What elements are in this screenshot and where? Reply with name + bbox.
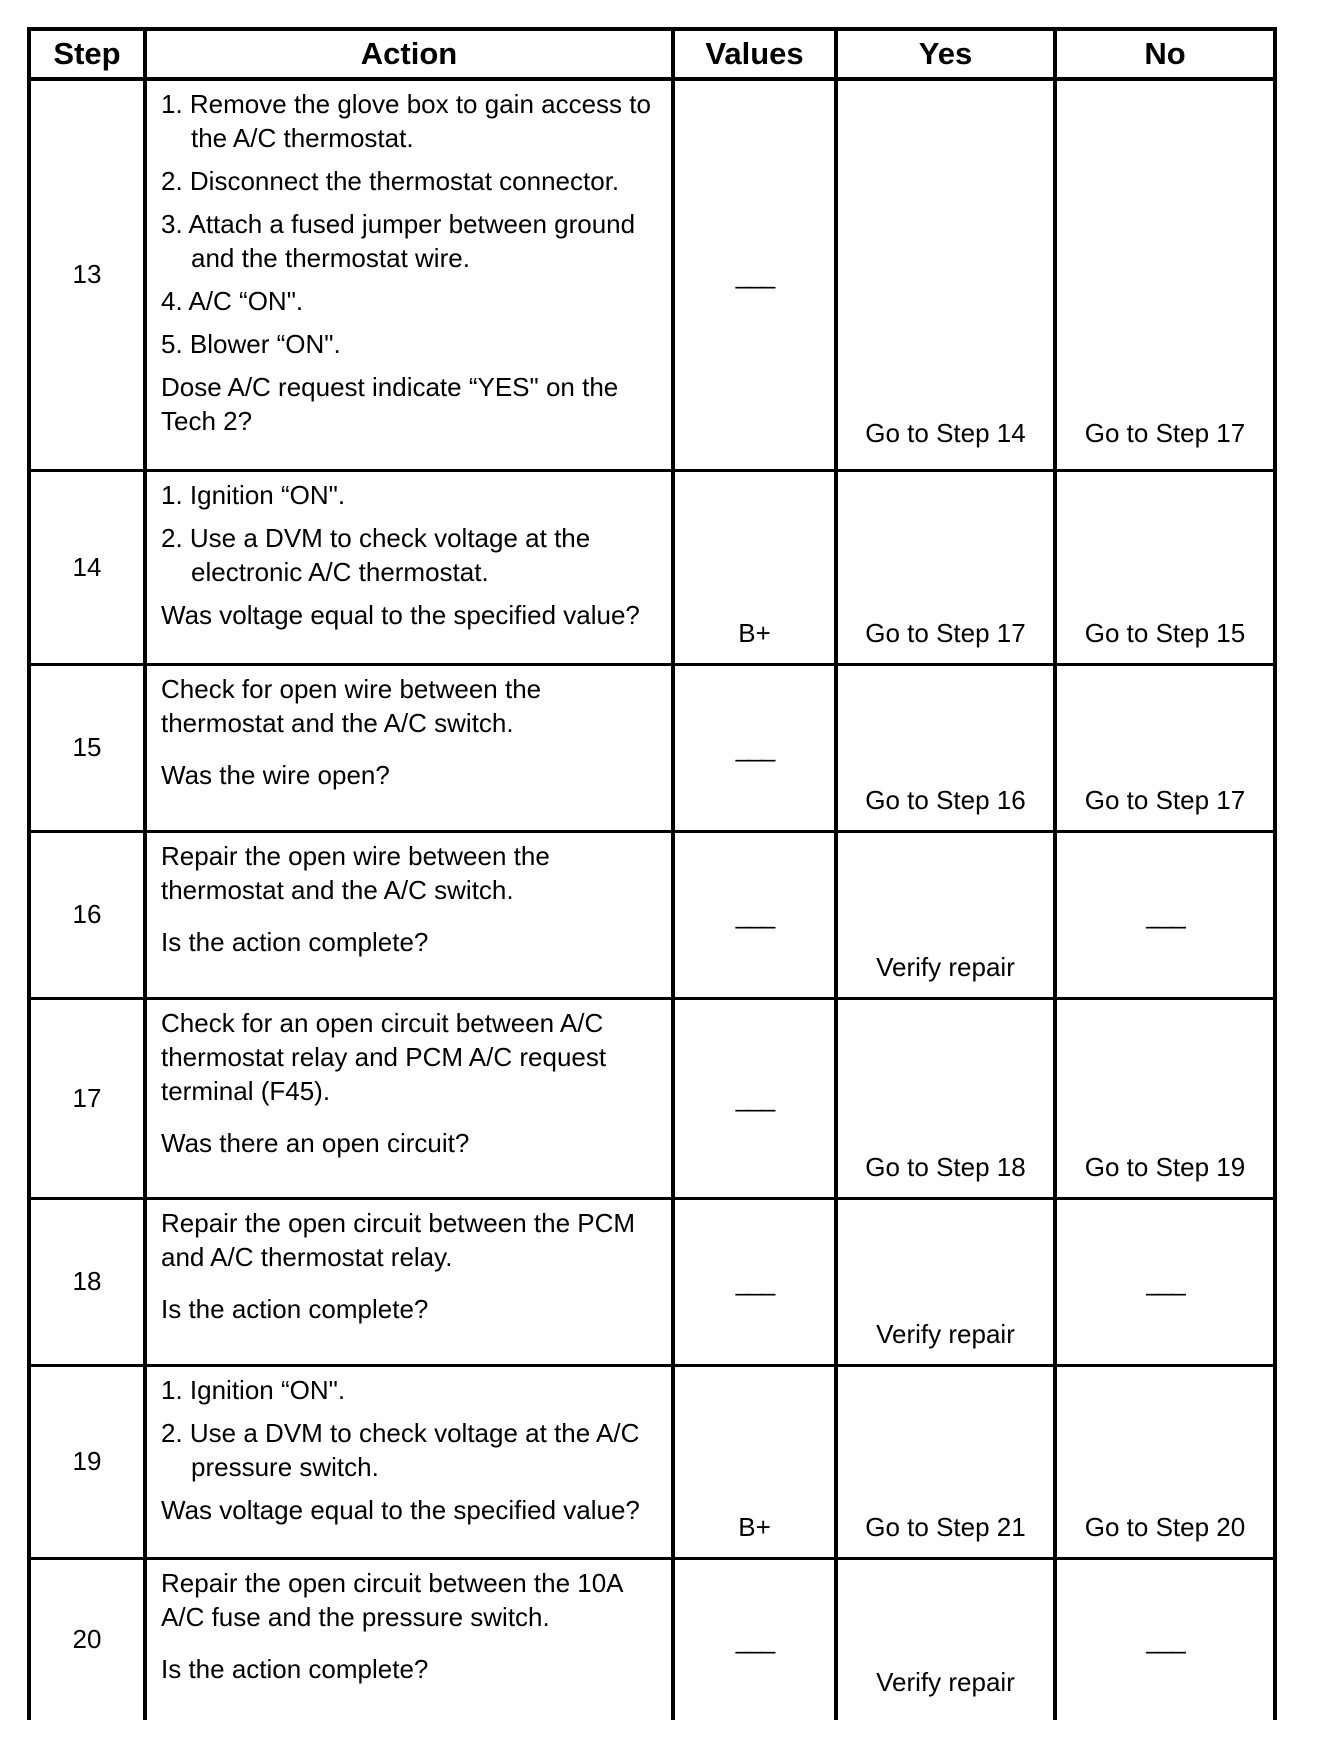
table-row <box>29 1558 1275 1720</box>
action-question: Was there an open circuit? <box>161 1127 470 1158</box>
action-text: Repair the open circuit between the PCM and A/C thermostat relay. <box>161 1207 636 1272</box>
no-cell <box>1055 79 1275 470</box>
values-cell <box>673 1198 836 1365</box>
yes-cell <box>836 79 1055 470</box>
values-cell <box>673 831 836 998</box>
yes-result: Verify repair <box>876 1318 1015 1349</box>
action-question: Was voltage equal to the specified value? <box>161 1494 640 1525</box>
no-result: ___ <box>1146 1624 1184 1655</box>
yes-result: Go to Step 17 <box>865 617 1026 648</box>
yes-result: Verify repair <box>876 1667 1015 1697</box>
values-cell <box>673 1365 836 1558</box>
yes-cell <box>836 1558 1055 1720</box>
step-number: 13 <box>29 79 145 470</box>
value-text: ___ <box>735 259 774 290</box>
action-text: Repair the open wire between the thermostat and the A/C switch. <box>161 840 550 905</box>
yes-cell <box>836 831 1055 998</box>
yes-cell <box>836 664 1055 831</box>
action-text: Repair the open circuit between the 10A A/C fuse and the pressure switch. <box>161 1567 623 1632</box>
action-item: 1. Ignition “ON". <box>161 479 346 510</box>
value-text: ___ <box>735 1624 774 1655</box>
header-action: Action <box>145 29 673 79</box>
header-row <box>29 29 1275 79</box>
action-cell <box>145 1558 673 1720</box>
values-cell <box>673 470 836 664</box>
yes-result: Go to Step 16 <box>865 784 1026 815</box>
yes-result: Go to Step 18 <box>865 1151 1026 1182</box>
value-text: ___ <box>735 1082 774 1113</box>
action-question: Is the action complete? <box>161 1653 429 1684</box>
table-row <box>29 1198 1275 1365</box>
yes-result: Go to Step 14 <box>865 417 1026 448</box>
table-row <box>29 1365 1275 1558</box>
action-cell <box>145 79 673 470</box>
yes-cell <box>836 1198 1055 1365</box>
value-text: ___ <box>735 732 774 762</box>
value-text: B+ <box>738 617 771 648</box>
action-cell <box>145 1198 673 1365</box>
no-cell <box>1055 1365 1275 1558</box>
value-text: ___ <box>735 1266 774 1296</box>
action-cell <box>145 470 673 664</box>
action-question: Dose A/C request indicate “YES" on the Tech 2? <box>161 372 619 436</box>
step-number: 19 <box>29 1365 145 1558</box>
action-item: 2. Use a DVM to check voltage at the A/C pressure switch. <box>161 1417 640 1482</box>
yes-cell <box>836 998 1055 1198</box>
no-cell <box>1055 470 1275 664</box>
action-item: 5. Blower “ON". <box>161 329 341 359</box>
step-number: 16 <box>29 831 145 998</box>
action-cell <box>145 831 673 998</box>
yes-cell <box>836 470 1055 664</box>
action-item: 2. Disconnect the thermostat connector. <box>161 166 620 196</box>
no-result: Go to Step 17 <box>1084 417 1246 448</box>
values-cell <box>673 998 836 1198</box>
action-question: Was the wire open? <box>161 759 390 790</box>
no-result: ___ <box>1146 899 1184 929</box>
header-step: Step <box>29 29 145 79</box>
header-values: Values <box>673 29 836 79</box>
action-text: Check for an open circuit between A/C thermostat relay and PCM A/C request terminal (F45). <box>161 1007 607 1106</box>
step-number: 20 <box>29 1558 145 1720</box>
action-cell <box>145 664 673 831</box>
action-question: Is the action complete? <box>161 926 429 957</box>
action-item: 4. A/C “ON". <box>161 286 304 316</box>
no-result: Go to Step 20 <box>1084 1511 1246 1542</box>
diagnostic-table <box>27 27 1277 1720</box>
no-cell <box>1055 664 1275 831</box>
header-yes: Yes <box>836 29 1055 79</box>
action-item: 1. Ignition “ON". <box>161 1374 346 1405</box>
no-result: ___ <box>1146 1266 1184 1296</box>
action-item: 3. Attach a fused jumper between ground and the thermostat wire. <box>161 209 636 273</box>
action-text: Check for open wire between the thermostat and the A/C switch. <box>161 673 542 738</box>
action-question: Was voltage equal to the specified value? <box>161 599 640 630</box>
step-number: 17 <box>29 998 145 1198</box>
action-cell <box>145 1365 673 1558</box>
yes-cell <box>836 1365 1055 1558</box>
value-text: ___ <box>735 899 774 929</box>
values-cell <box>673 664 836 831</box>
table-row <box>29 664 1275 831</box>
yes-result: Go to Step 21 <box>865 1511 1026 1542</box>
step-number: 15 <box>29 664 145 831</box>
no-cell <box>1055 1198 1275 1365</box>
no-cell <box>1055 1558 1275 1720</box>
step-number: 18 <box>29 1198 145 1365</box>
step-number: 14 <box>29 470 145 664</box>
action-cell <box>145 998 673 1198</box>
action-item: 1. Remove the glove box to gain access to the A/C thermostat. <box>161 89 651 153</box>
yes-result: Verify repair <box>876 951 1015 982</box>
values-cell <box>673 79 836 470</box>
no-cell <box>1055 831 1275 998</box>
no-result: Go to Step 15 <box>1084 617 1246 648</box>
table-row <box>29 831 1275 998</box>
action-item: 2. Use a DVM to check voltage at the electronic A/C thermostat. <box>161 522 591 587</box>
table-row <box>29 470 1275 664</box>
header-no: No <box>1055 29 1275 79</box>
no-result: Go to Step 17 <box>1084 784 1246 815</box>
table-row <box>29 998 1275 1198</box>
no-cell <box>1055 998 1275 1198</box>
action-question: Is the action complete? <box>161 1293 429 1324</box>
no-result: Go to Step 19 <box>1084 1151 1246 1182</box>
values-cell <box>673 1558 836 1720</box>
value-text: B+ <box>738 1511 771 1542</box>
table-row <box>29 79 1275 470</box>
